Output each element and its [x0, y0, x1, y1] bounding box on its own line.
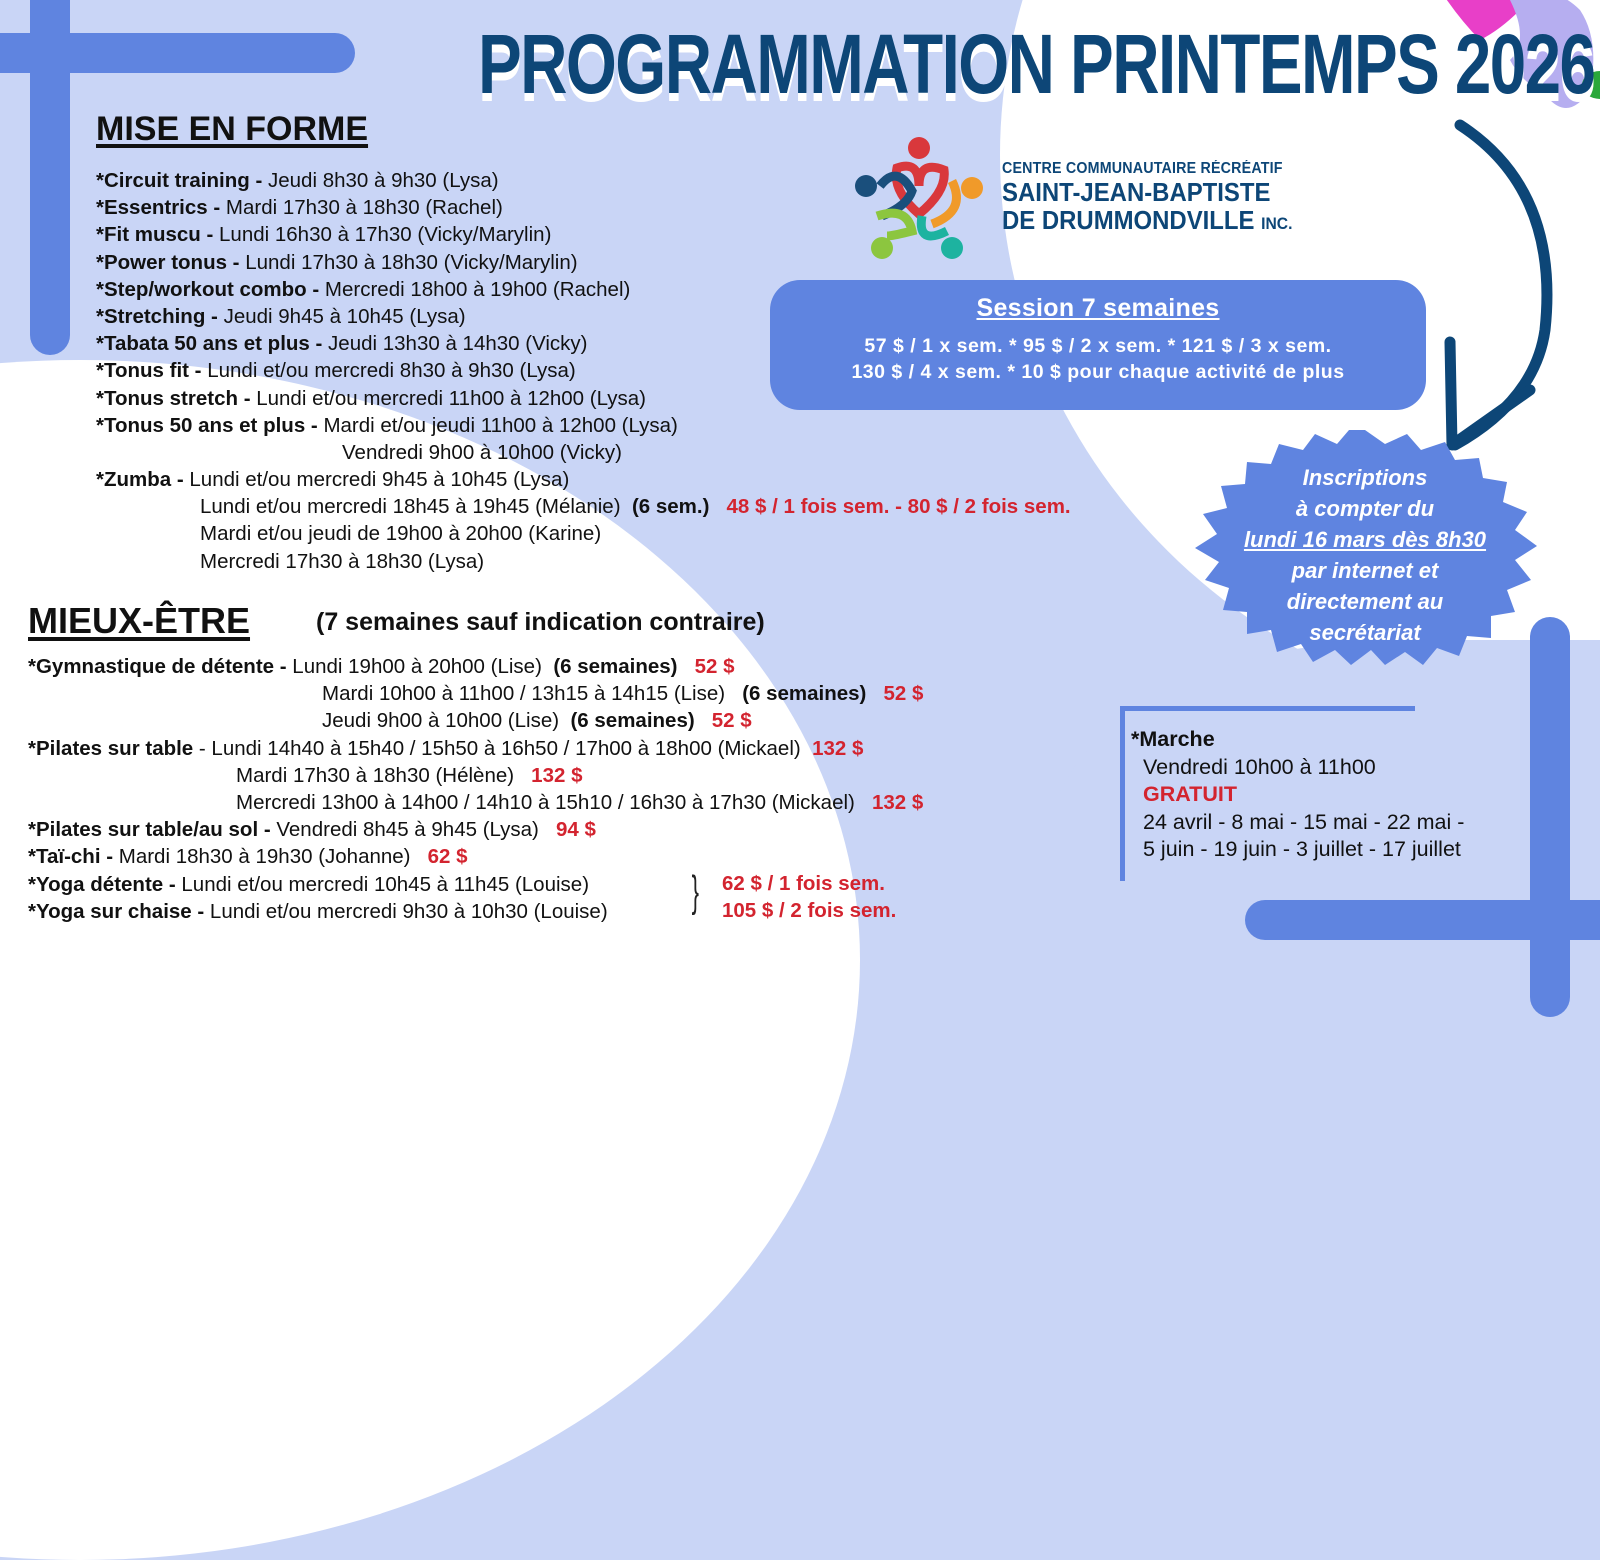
list-item-yoga: *Yoga détente - Lundi et/ou mercredi 10h45 à 11h45 (Louise) — [28, 872, 590, 896]
list-item-zumba: *Zumba - Lundi et/ou mercredi 9h45 à 10h45 (Lysa) — [96, 468, 570, 492]
org-suffix: INC. — [1261, 214, 1293, 233]
marche-name: *Marche — [1131, 727, 1215, 751]
yoga-prices — [722, 870, 896, 924]
org-line1: CENTRE COMMUNAUTAIRE RÉCRÉATIF — [1002, 160, 1283, 177]
marche-dates-1: 24 avril - 8 mai - 15 mai - 22 mai - — [1143, 809, 1465, 834]
zumba-price: 48 $ / 1 fois sem. - 80 $ / 2 fois sem. — [726, 495, 1071, 519]
list-item: *Essentrics - Mardi 17h30 à 18h30 (Rachel) — [96, 196, 503, 220]
list-item: *Fit muscu - Lundi 16h30 à 17h30 (Vicky/Marylin) — [96, 223, 552, 247]
list-item-continued: Lundi et/ou mercredi 18h45 à 19h45 (Mélanie) (6 sem.) 48 $ / 1 fois sem. - 80 $ / 2 fois sem. — [200, 495, 1071, 519]
list-item-continued: Vendredi 9h00 à 10h00 (Vicky) — [342, 440, 622, 464]
list-item-continued: Mardi et/ou jeudi de 19h00 à 20h00 (Karine) — [200, 522, 602, 546]
list-item: *Tonus fit - Lundi et/ou mercredi 8h30 à 9h30 (Lysa) — [96, 359, 576, 383]
yoga-price-2: 105 $ / 2 fois sem. — [722, 899, 897, 923]
decorative-bar-horizontal-right — [1245, 900, 1600, 940]
marche-price: GRATUIT — [1143, 782, 1237, 806]
decorative-bar-vertical-right — [1530, 617, 1570, 1017]
session-heading: Session 7 semaines — [976, 294, 1220, 322]
list-item-gym: *Gymnastique de détente - Lundi 19h00 à 20h00 (Lise) (6 semaines) 52 $ — [28, 655, 735, 678]
org-line3: DE DRUMMONDVILLE — [1002, 205, 1255, 235]
decorative-bar-horizontal-left — [0, 33, 355, 73]
inscriptions-line2: à compter du — [1295, 496, 1435, 521]
org-line2: SAINT-JEAN-BAPTISTE — [1002, 177, 1271, 207]
marche-schedule: Vendredi 10h00 à 11h00 — [1143, 754, 1376, 779]
registration-notice — [1190, 462, 1540, 648]
list-item-continued: Mercredi 17h30 à 18h30 (Lysa) — [200, 549, 485, 573]
yoga-price-1: 62 $ / 1 fois sem. — [722, 872, 885, 895]
session-pricing-box — [770, 280, 1426, 410]
session-price-line1: 57 $ / 1 x sem. * 95 $ / 2 x sem. * 121 $ / 3 x sem. — [864, 335, 1332, 357]
list-item-continued: Mardi 10h00 à 11h00 / 13h15 à 14h15 (Lise) (6 semaines) 52 $ — [322, 682, 924, 706]
list-item: *Tonus 50 ans et plus - Mardi et/ou jeudi 11h00 à 12h00 (Lysa) — [96, 413, 678, 437]
brace-icon: } — [691, 867, 700, 916]
list-item-continued: Mercredi 13h00 à 14h00 / 14h10 à 15h10 / 16h30 à 17h30 (Mickael) 132 $ — [236, 790, 924, 814]
marche-details — [1131, 726, 1465, 864]
section-subheading-mieux-etre: (7 semaines sauf indication contraire) — [316, 608, 765, 636]
list-item: *Circuit training - Jeudi 8h30 à 9h30 (Lysa) — [96, 169, 499, 192]
list-item-pilates: *Pilates sur table - Lundi 14h40 à 15h40 / 15h50 à 16h50 / 17h00 à 18h00 (Mickael) 132 $ — [28, 736, 864, 760]
inscriptions-line5: directement au — [1286, 589, 1444, 614]
curved-arrow-icon — [1440, 110, 1580, 460]
inscriptions-line6: secrétariat — [1309, 620, 1421, 645]
inscriptions-date: lundi 16 mars dès 8h30 — [1243, 527, 1487, 552]
marche-dates-2: 5 juin - 19 juin - 3 juillet - 17 juillet — [1143, 837, 1461, 861]
list-item: *Taï-chi - Mardi 18h30 à 19h30 (Johanne) 62 $ — [28, 845, 468, 869]
page-title: PROGRAMMATION PRINTEMPS 2026 — [478, 17, 1595, 111]
list-item: *Pilates sur table/au sol - Vendredi 8h45 à 9h45 (Lysa) 94 $ — [28, 818, 596, 842]
list-item: *Tabata 50 ans et plus - Jeudi 13h30 à 14h30 (Vicky) — [96, 332, 588, 356]
list-item: *Power tonus - Lundi 17h30 à 18h30 (Vicky/Marylin) — [96, 250, 578, 274]
list-item: *Stretching - Jeudi 9h45 à 10h45 (Lysa) — [96, 304, 466, 328]
list-item: *Step/workout combo - Mercredi 18h00 à 19h00 (Rachel) — [96, 277, 631, 301]
list-item-continued: Mardi 17h30 à 18h30 (Hélène) 132 $ — [236, 763, 583, 787]
section-heading-mieux-etre: MIEUX-ÊTRE — [28, 600, 251, 641]
list-item-continued: Jeudi 9h00 à 10h00 (Lise) (6 semaines) 52 $ — [322, 709, 752, 733]
list-item-yoga: *Yoga sur chaise - Lundi et/ou mercredi 9h30 à 10h30 (Louise) — [28, 899, 608, 923]
inscriptions-line4: par internet et — [1291, 558, 1439, 583]
session-price-line2: 130 $ / 4 x sem. * 10 $ pour chaque activité de plus — [851, 361, 1345, 383]
list-item: *Tonus stretch - Lundi et/ou mercredi 11h00 à 12h00 (Lysa) — [96, 386, 646, 410]
inscriptions-line1: Inscriptions — [1302, 465, 1428, 490]
section-heading-mise-en-forme: MISE EN FORME — [96, 110, 369, 148]
